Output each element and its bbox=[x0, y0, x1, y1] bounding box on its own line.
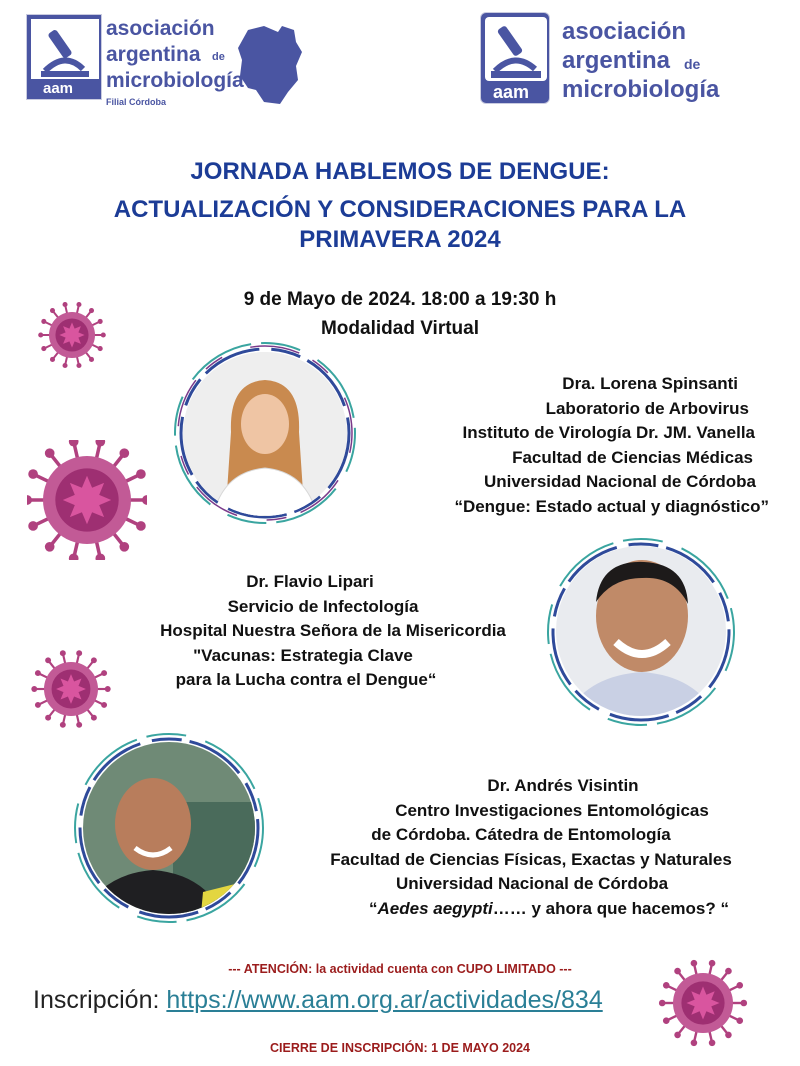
talk-title: para la Lucha contra el Dengue“ bbox=[175, 670, 437, 689]
logo-abbr: aam bbox=[43, 80, 74, 97]
aam-cordoba-logo bbox=[26, 14, 306, 114]
speaker-name: Dr. Flavio Lipari bbox=[246, 572, 374, 591]
event-date: 9 de Mayo de 2024. 18:00 a 19:30 h bbox=[243, 289, 557, 310]
speaker-photo-visintin bbox=[83, 742, 255, 914]
speaker-affiliation: Laboratorio de Arbovirus bbox=[545, 398, 749, 418]
logo-abbr: aam bbox=[493, 82, 530, 102]
speaker-affiliation: Centro Investigaciones Entomológicas bbox=[395, 800, 709, 820]
speaker-affiliation: Servicio de Infectología bbox=[227, 596, 419, 616]
talk-title: “Dengue: Estado actual y diagnóstico” bbox=[454, 496, 769, 516]
capacity-notice: --- ATENCIÓN: la actividad cuenta con CUPO LIMITADO --- bbox=[228, 962, 572, 976]
logo-line-argentina: argentina bbox=[106, 43, 201, 66]
event-title-line-1: JORNADA HABLEMOS DE DENGUE: bbox=[190, 158, 610, 185]
logo-line-microbiologia: microbiología bbox=[562, 76, 720, 103]
speaker-affiliation: de Córdoba. Cátedra de Entomología bbox=[371, 825, 671, 844]
speaker-affiliation: Facultad de Ciencias Médicas bbox=[512, 447, 753, 467]
speaker-2-info bbox=[118, 570, 548, 693]
talk-species: Aedes aegypti bbox=[377, 898, 493, 918]
logo-line-microbiologia: microbiología bbox=[106, 69, 244, 92]
aam-logo-mark bbox=[480, 12, 550, 104]
talk-title bbox=[284, 897, 778, 922]
aam-logo-mark bbox=[26, 14, 102, 100]
speaker-name: Dra. Lorena Spinsanti bbox=[562, 374, 738, 393]
speaker-affiliation: Hospital Nuestra Señora de la Misericordia bbox=[160, 621, 506, 640]
speaker-name: Dr. Andrés Visintin bbox=[487, 776, 639, 795]
registration-deadline: CIERRE DE INSCRIPCIÓN: 1 DE MAYO 2024 bbox=[269, 1041, 531, 1055]
virus-icon bbox=[34, 297, 110, 373]
speaker-1-info bbox=[454, 372, 769, 519]
event-mode: Modalidad Virtual bbox=[320, 318, 479, 339]
registration-link[interactable]: https://www.aam.org.ar/actividades/834 bbox=[166, 986, 603, 1014]
virus-icon bbox=[27, 440, 147, 560]
speaker-photo-lipari bbox=[556, 546, 726, 716]
aam-logo bbox=[480, 12, 780, 108]
speaker-affiliation: Instituto de Virología Dr. JM. Vanella bbox=[462, 423, 755, 442]
event-title-line-2: ACTUALIZACIÓN Y CONSIDERACIONES PARA LA bbox=[113, 196, 687, 223]
speaker-photo-spinsanti bbox=[183, 352, 347, 516]
registration-line bbox=[33, 986, 603, 1015]
event-title-line-3: PRIMAVERA 2024 bbox=[299, 226, 501, 253]
person-icon bbox=[556, 546, 726, 716]
person-icon bbox=[183, 352, 347, 516]
virus-icon bbox=[29, 647, 113, 731]
logo-line-de: de bbox=[684, 56, 701, 72]
talk-title: "Vacunas: Estrategia Clave bbox=[193, 645, 413, 665]
logo-filial: Filial Córdoba bbox=[106, 97, 167, 107]
logo-line-argentina: argentina bbox=[562, 47, 671, 74]
registration-label: Inscripción: bbox=[33, 986, 167, 1014]
logo-line-asociacion: asociación bbox=[106, 17, 215, 40]
logo-line-asociacion: asociación bbox=[562, 18, 687, 45]
talk-rest: …… y ahora que hacemos? “ bbox=[492, 898, 729, 918]
talk-quote: “ bbox=[369, 898, 378, 918]
speaker-3-info bbox=[284, 774, 778, 921]
speaker-affiliation: Facultad de Ciencias Físicas, Exactas y Naturales bbox=[330, 849, 732, 869]
speaker-affiliation: Universidad Nacional de Córdoba bbox=[395, 874, 669, 893]
logo-line-de: de bbox=[212, 51, 225, 63]
cordoba-map-icon bbox=[234, 22, 306, 108]
person-icon bbox=[83, 742, 255, 914]
speaker-affiliation: Universidad Nacional de Córdoba bbox=[483, 472, 756, 491]
